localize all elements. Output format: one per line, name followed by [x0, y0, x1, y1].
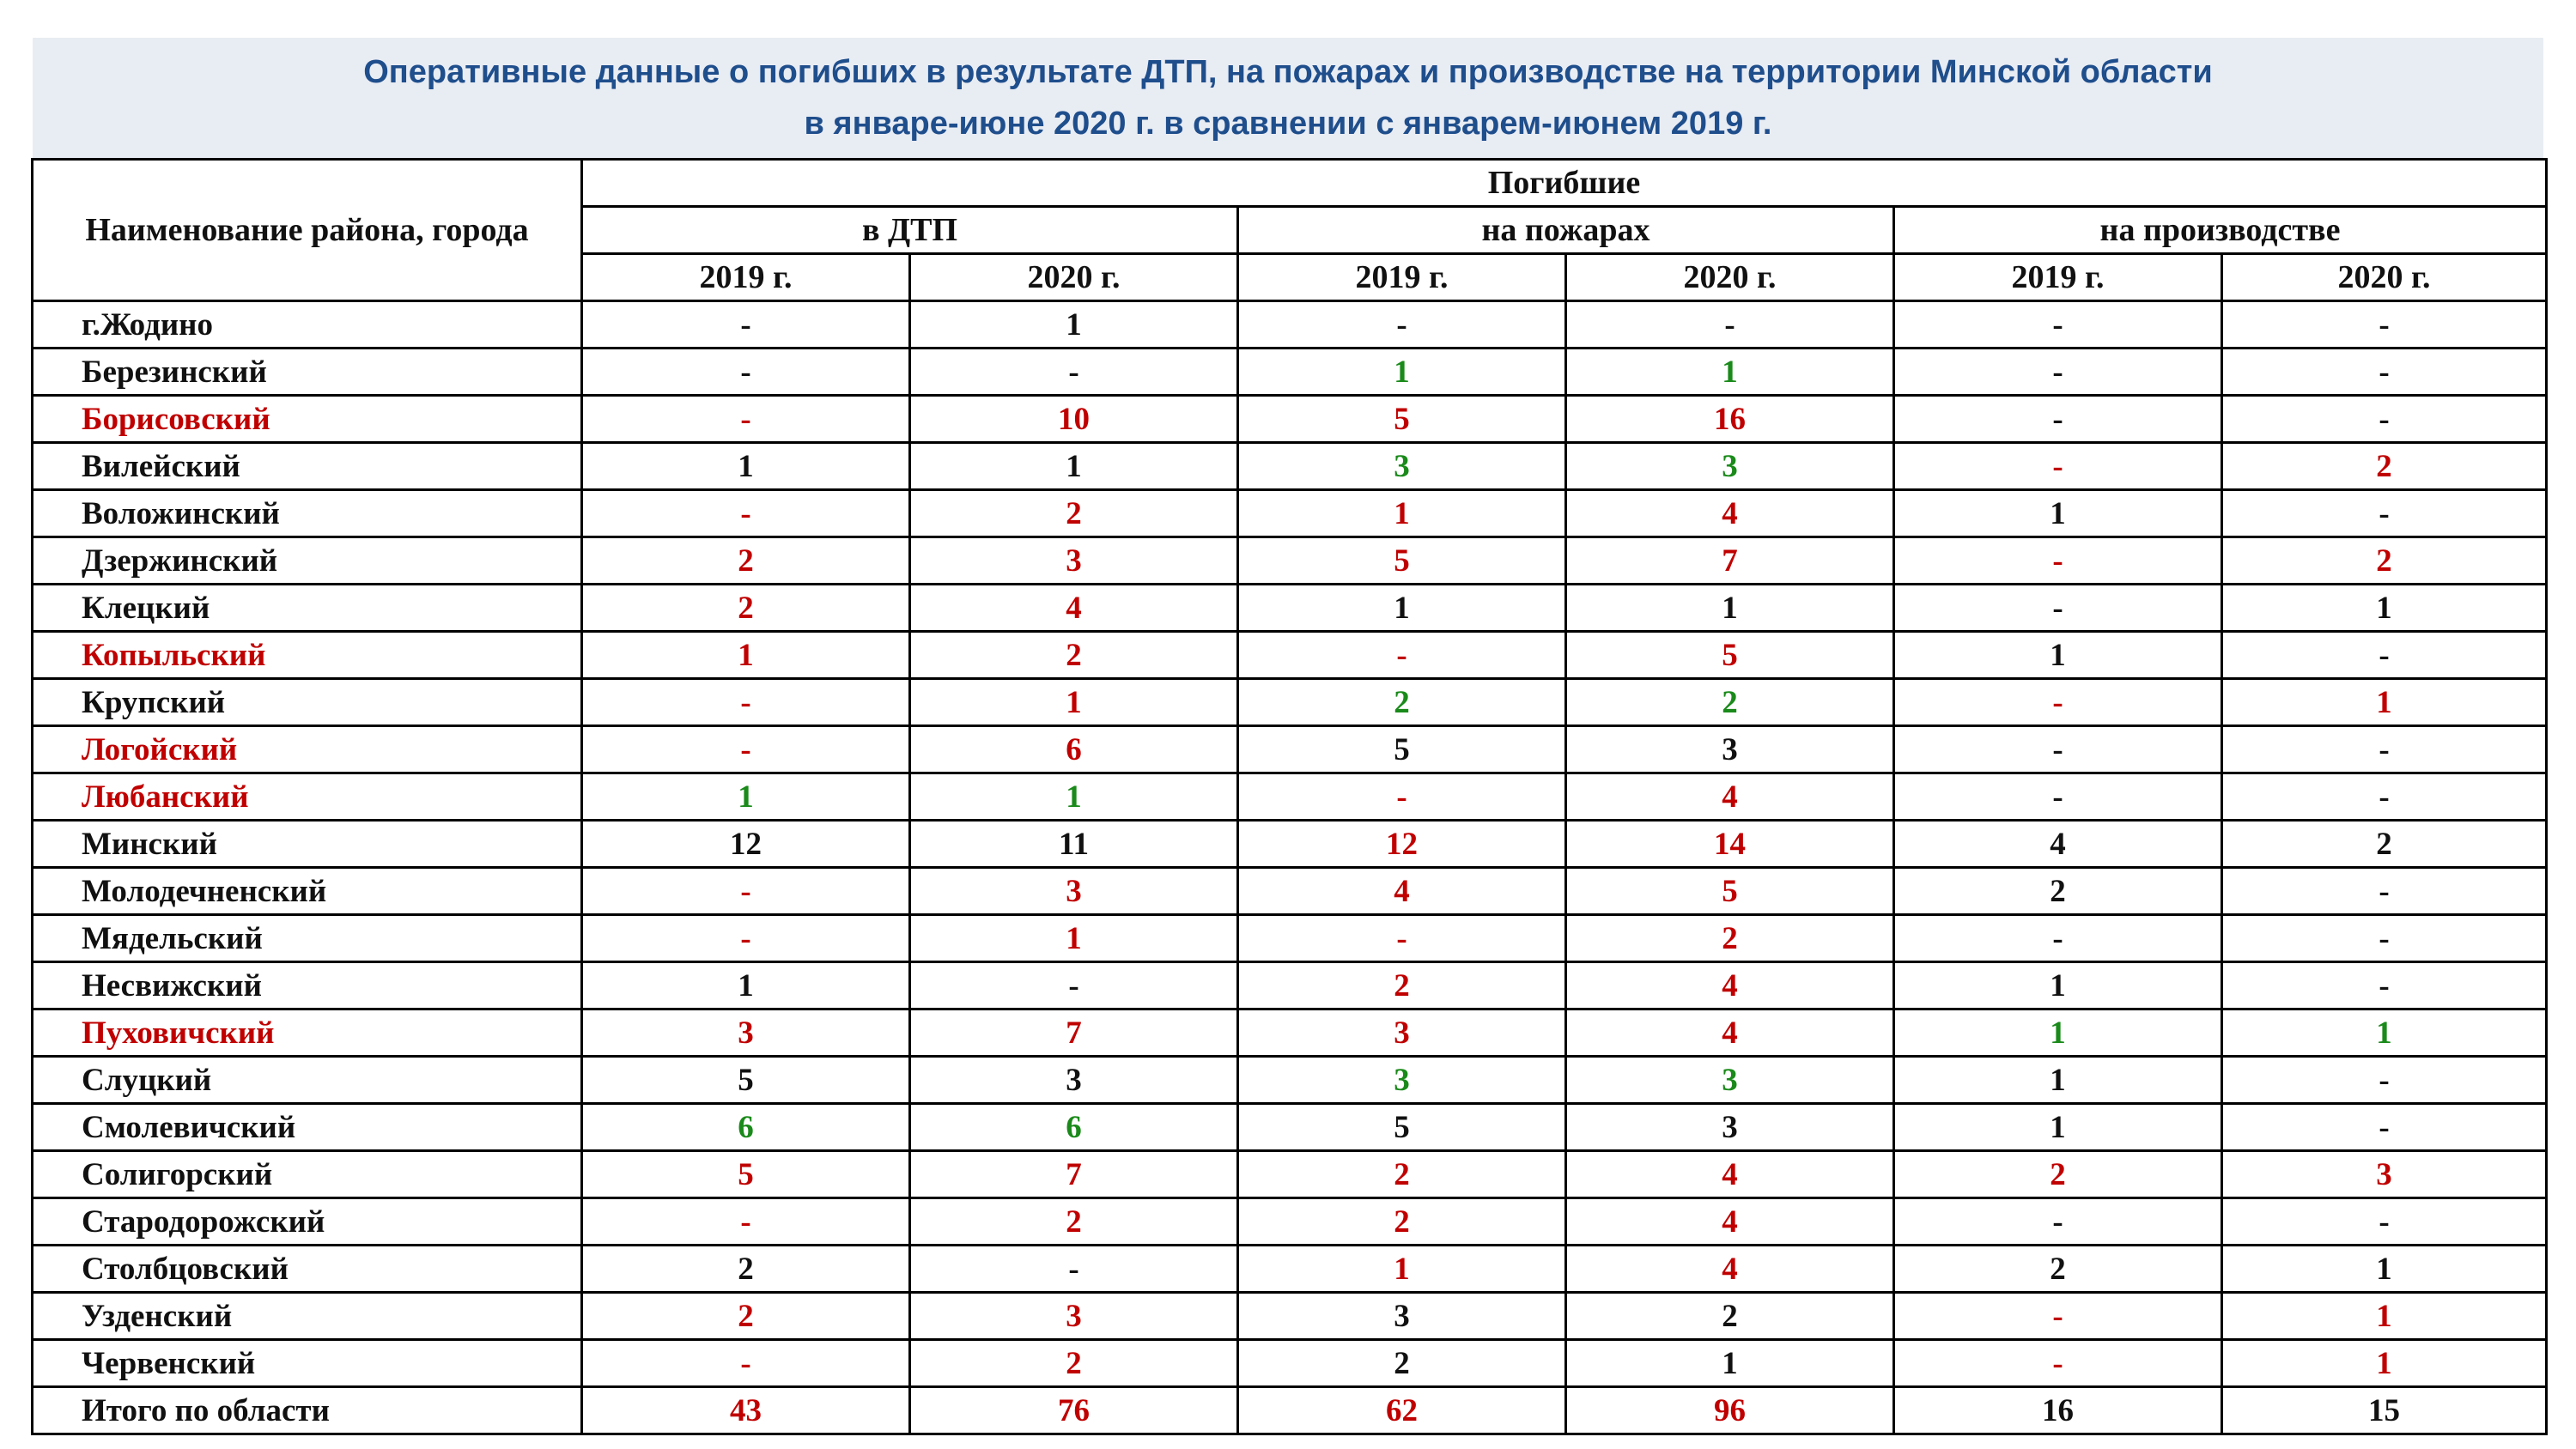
table-row	[33, 632, 2547, 679]
value-cell: 2	[1238, 679, 1566, 726]
table-row	[33, 490, 2547, 537]
value-cell: 4	[1894, 821, 2222, 868]
table-row	[33, 1198, 2547, 1246]
district-name: Минский	[33, 821, 582, 868]
district-name: Любанский	[33, 773, 582, 821]
table-row	[33, 443, 2547, 490]
district-name: Крупский	[33, 679, 582, 726]
district-name: Молодечненский	[33, 868, 582, 915]
column-header-group: Погибшие	[582, 160, 2547, 207]
value-cell: 4	[1566, 1246, 1894, 1293]
table-row	[33, 962, 2547, 1009]
value-cell: -	[2222, 632, 2547, 679]
value-cell: -	[1894, 773, 2222, 821]
value-cell: 1	[1894, 1057, 2222, 1104]
value-cell: 1	[2222, 1340, 2547, 1387]
district-name: Дзержинский	[33, 537, 582, 585]
district-name: Копыльский	[33, 632, 582, 679]
column-header-year: 2019 г.	[582, 254, 910, 301]
value-cell: 4	[1566, 1151, 1894, 1198]
column-header-industry: на производстве	[1894, 207, 2547, 254]
table-row	[33, 868, 2547, 915]
value-cell: 43	[582, 1387, 910, 1434]
value-cell: -	[582, 349, 910, 396]
value-cell: 5	[1566, 868, 1894, 915]
value-cell: -	[1566, 301, 1894, 349]
value-cell: 4	[1566, 490, 1894, 537]
value-cell: 2	[1238, 1151, 1566, 1198]
value-cell: -	[1238, 773, 1566, 821]
value-cell: 1	[1238, 585, 1566, 632]
value-cell: 3	[910, 537, 1238, 585]
district-name: Столбцовский	[33, 1246, 582, 1293]
value-cell: -	[582, 396, 910, 443]
value-cell: 5	[1238, 1104, 1566, 1151]
value-cell: 12	[582, 821, 910, 868]
value-cell: 2	[582, 537, 910, 585]
value-cell: 14	[1566, 821, 1894, 868]
value-cell: -	[1894, 1293, 2222, 1340]
table-row	[33, 349, 2547, 396]
value-cell: 10	[910, 396, 1238, 443]
value-cell: 2	[1238, 1198, 1566, 1246]
table-row	[33, 726, 2547, 773]
value-cell: 4	[1238, 868, 1566, 915]
value-cell: 1	[582, 962, 910, 1009]
table-row	[33, 915, 2547, 962]
district-name: Солигорский	[33, 1151, 582, 1198]
value-cell: 2	[2222, 537, 2547, 585]
value-cell: 4	[1566, 773, 1894, 821]
value-cell: 1	[582, 443, 910, 490]
value-cell: 3	[1238, 1293, 1566, 1340]
value-cell: 2	[2222, 443, 2547, 490]
district-name: Логойский	[33, 726, 582, 773]
value-cell: 2	[1566, 1293, 1894, 1340]
value-cell: 2	[1238, 962, 1566, 1009]
value-cell: -	[1894, 679, 2222, 726]
value-cell: 3	[1238, 443, 1566, 490]
column-header-year: 2020 г.	[2222, 254, 2547, 301]
district-name: Пуховичский	[33, 1009, 582, 1057]
value-cell: 1	[910, 301, 1238, 349]
table-row	[33, 537, 2547, 585]
value-cell: 1	[1894, 962, 2222, 1009]
value-cell: 1	[910, 443, 1238, 490]
value-cell: -	[582, 915, 910, 962]
value-cell: -	[2222, 301, 2547, 349]
table-row	[33, 1057, 2547, 1104]
value-cell: -	[1238, 915, 1566, 962]
column-header-year: 2020 г.	[1566, 254, 1894, 301]
value-cell: 6	[910, 726, 1238, 773]
value-cell: 1	[1566, 585, 1894, 632]
table-row	[33, 396, 2547, 443]
value-cell: 1	[910, 773, 1238, 821]
table-row	[33, 1009, 2547, 1057]
value-cell: 4	[1566, 962, 1894, 1009]
value-cell: 1	[2222, 679, 2547, 726]
value-cell: 2	[1894, 868, 2222, 915]
value-cell: -	[2222, 490, 2547, 537]
value-cell: 1	[1894, 1009, 2222, 1057]
value-cell: -	[2222, 962, 2547, 1009]
value-cell: 6	[910, 1104, 1238, 1151]
value-cell: 1	[1894, 1104, 2222, 1151]
value-cell: -	[910, 349, 1238, 396]
value-cell: 3	[2222, 1151, 2547, 1198]
value-cell: 3	[910, 1293, 1238, 1340]
value-cell: 2	[582, 1293, 910, 1340]
district-name: Смолевичский	[33, 1104, 582, 1151]
district-name: Стародорожский	[33, 1198, 582, 1246]
value-cell: 3	[1566, 443, 1894, 490]
district-name: Вилейский	[33, 443, 582, 490]
value-cell: 2	[910, 1198, 1238, 1246]
district-name: г.Жодино	[33, 301, 582, 349]
value-cell: 5	[1238, 726, 1566, 773]
value-cell: 1	[582, 632, 910, 679]
value-cell: -	[1894, 443, 2222, 490]
district-name: Итого по области	[33, 1387, 582, 1434]
value-cell: -	[1894, 396, 2222, 443]
value-cell: -	[910, 962, 1238, 1009]
value-cell: 1	[1566, 349, 1894, 396]
value-cell: 3	[910, 1057, 1238, 1104]
table-row	[33, 1246, 2547, 1293]
value-cell: 11	[910, 821, 1238, 868]
value-cell: -	[2222, 396, 2547, 443]
value-cell: 5	[1238, 537, 1566, 585]
column-header-road: в ДТП	[582, 207, 1238, 254]
value-cell: -	[910, 1246, 1238, 1293]
table-row	[33, 773, 2547, 821]
value-cell: -	[1894, 915, 2222, 962]
value-cell: 12	[1238, 821, 1566, 868]
value-cell: 16	[1566, 396, 1894, 443]
table-row	[33, 1151, 2547, 1198]
value-cell: 1	[1566, 1340, 1894, 1387]
total-row	[33, 1387, 2547, 1434]
value-cell: 1	[910, 915, 1238, 962]
value-cell: -	[1894, 537, 2222, 585]
value-cell: -	[582, 726, 910, 773]
district-name: Узденский	[33, 1293, 582, 1340]
page-title-box	[33, 38, 2543, 158]
value-cell: 5	[582, 1151, 910, 1198]
table-row	[33, 679, 2547, 726]
table-row	[33, 585, 2547, 632]
value-cell: 3	[1238, 1009, 1566, 1057]
value-cell: 2	[2222, 821, 2547, 868]
value-cell: 3	[1566, 1057, 1894, 1104]
value-cell: 2	[1566, 915, 1894, 962]
value-cell: 1	[582, 773, 910, 821]
value-cell: 1	[2222, 1293, 2547, 1340]
district-name: Воложинский	[33, 490, 582, 537]
value-cell: 2	[910, 632, 1238, 679]
value-cell: 3	[582, 1009, 910, 1057]
value-cell: 7	[910, 1151, 1238, 1198]
value-cell: 4	[1566, 1009, 1894, 1057]
value-cell: 6	[582, 1104, 910, 1151]
value-cell: 62	[1238, 1387, 1566, 1434]
value-cell: 16	[1894, 1387, 2222, 1434]
value-cell: 1	[1894, 490, 2222, 537]
value-cell: 3	[1566, 726, 1894, 773]
value-cell: 1	[1238, 1246, 1566, 1293]
value-cell: 2	[910, 490, 1238, 537]
district-name: Слуцкий	[33, 1057, 582, 1104]
value-cell: 1	[2222, 1246, 2547, 1293]
table-row	[33, 821, 2547, 868]
value-cell: 1	[1894, 632, 2222, 679]
value-cell: 7	[910, 1009, 1238, 1057]
value-cell: -	[582, 490, 910, 537]
page-title-line2: в январе-июне 2020 г. в сравнении с январем-июнем 2019 г.	[804, 106, 1772, 142]
district-name: Мядельский	[33, 915, 582, 962]
value-cell: 3	[910, 868, 1238, 915]
value-cell: -	[1894, 349, 2222, 396]
value-cell: -	[1894, 301, 2222, 349]
value-cell: 7	[1566, 537, 1894, 585]
value-cell: 2	[1238, 1340, 1566, 1387]
value-cell: 1	[1238, 349, 1566, 396]
value-cell: 4	[1566, 1198, 1894, 1246]
value-cell: 76	[910, 1387, 1238, 1434]
value-cell: -	[2222, 868, 2547, 915]
casualties-table	[31, 158, 2548, 1435]
value-cell: -	[1894, 585, 2222, 632]
value-cell: 2	[582, 1246, 910, 1293]
column-header-year: 2019 г.	[1894, 254, 2222, 301]
value-cell: 2	[582, 585, 910, 632]
column-header-fires: на пожарах	[1238, 207, 1894, 254]
value-cell: -	[1238, 632, 1566, 679]
value-cell: -	[2222, 1104, 2547, 1151]
table-row	[33, 1340, 2547, 1387]
value-cell: 2	[1894, 1246, 2222, 1293]
value-cell: -	[582, 679, 910, 726]
value-cell: -	[582, 301, 910, 349]
district-name: Несвижский	[33, 962, 582, 1009]
table-row	[33, 1293, 2547, 1340]
value-cell: -	[1894, 726, 2222, 773]
value-cell: -	[1894, 1198, 2222, 1246]
column-header-year: 2020 г.	[910, 254, 1238, 301]
table-body	[33, 301, 2547, 1434]
value-cell: -	[582, 868, 910, 915]
value-cell: 96	[1566, 1387, 1894, 1434]
value-cell: -	[1238, 301, 1566, 349]
value-cell: 3	[1238, 1057, 1566, 1104]
value-cell: 5	[1566, 632, 1894, 679]
value-cell: 4	[910, 585, 1238, 632]
district-name: Березинский	[33, 349, 582, 396]
value-cell: 5	[1238, 396, 1566, 443]
value-cell: -	[2222, 726, 2547, 773]
value-cell: -	[582, 1340, 910, 1387]
value-cell: 1	[910, 679, 1238, 726]
value-cell: 1	[2222, 585, 2547, 632]
table-row	[33, 1104, 2547, 1151]
value-cell: 1	[2222, 1009, 2547, 1057]
value-cell: 2	[1894, 1151, 2222, 1198]
value-cell: 3	[1566, 1104, 1894, 1151]
column-header-year: 2019 г.	[1238, 254, 1566, 301]
district-name: Борисовский	[33, 396, 582, 443]
value-cell: 1	[1238, 490, 1566, 537]
district-name: Червенский	[33, 1340, 582, 1387]
value-cell: -	[2222, 1057, 2547, 1104]
value-cell: 2	[1566, 679, 1894, 726]
value-cell: -	[582, 1198, 910, 1246]
value-cell: 15	[2222, 1387, 2547, 1434]
value-cell: -	[2222, 349, 2547, 396]
table-row	[33, 301, 2547, 349]
district-name: Клецкий	[33, 585, 582, 632]
value-cell: 2	[910, 1340, 1238, 1387]
value-cell: -	[1894, 1340, 2222, 1387]
page-title-line1: Оперативные данные о погибших в результате ДТП, на пожарах и производстве на территории Минской области	[363, 54, 2213, 90]
column-header-name: Наименование района, города	[33, 160, 582, 301]
value-cell: 5	[582, 1057, 910, 1104]
value-cell: -	[2222, 773, 2547, 821]
value-cell: -	[2222, 915, 2547, 962]
value-cell: -	[2222, 1198, 2547, 1246]
